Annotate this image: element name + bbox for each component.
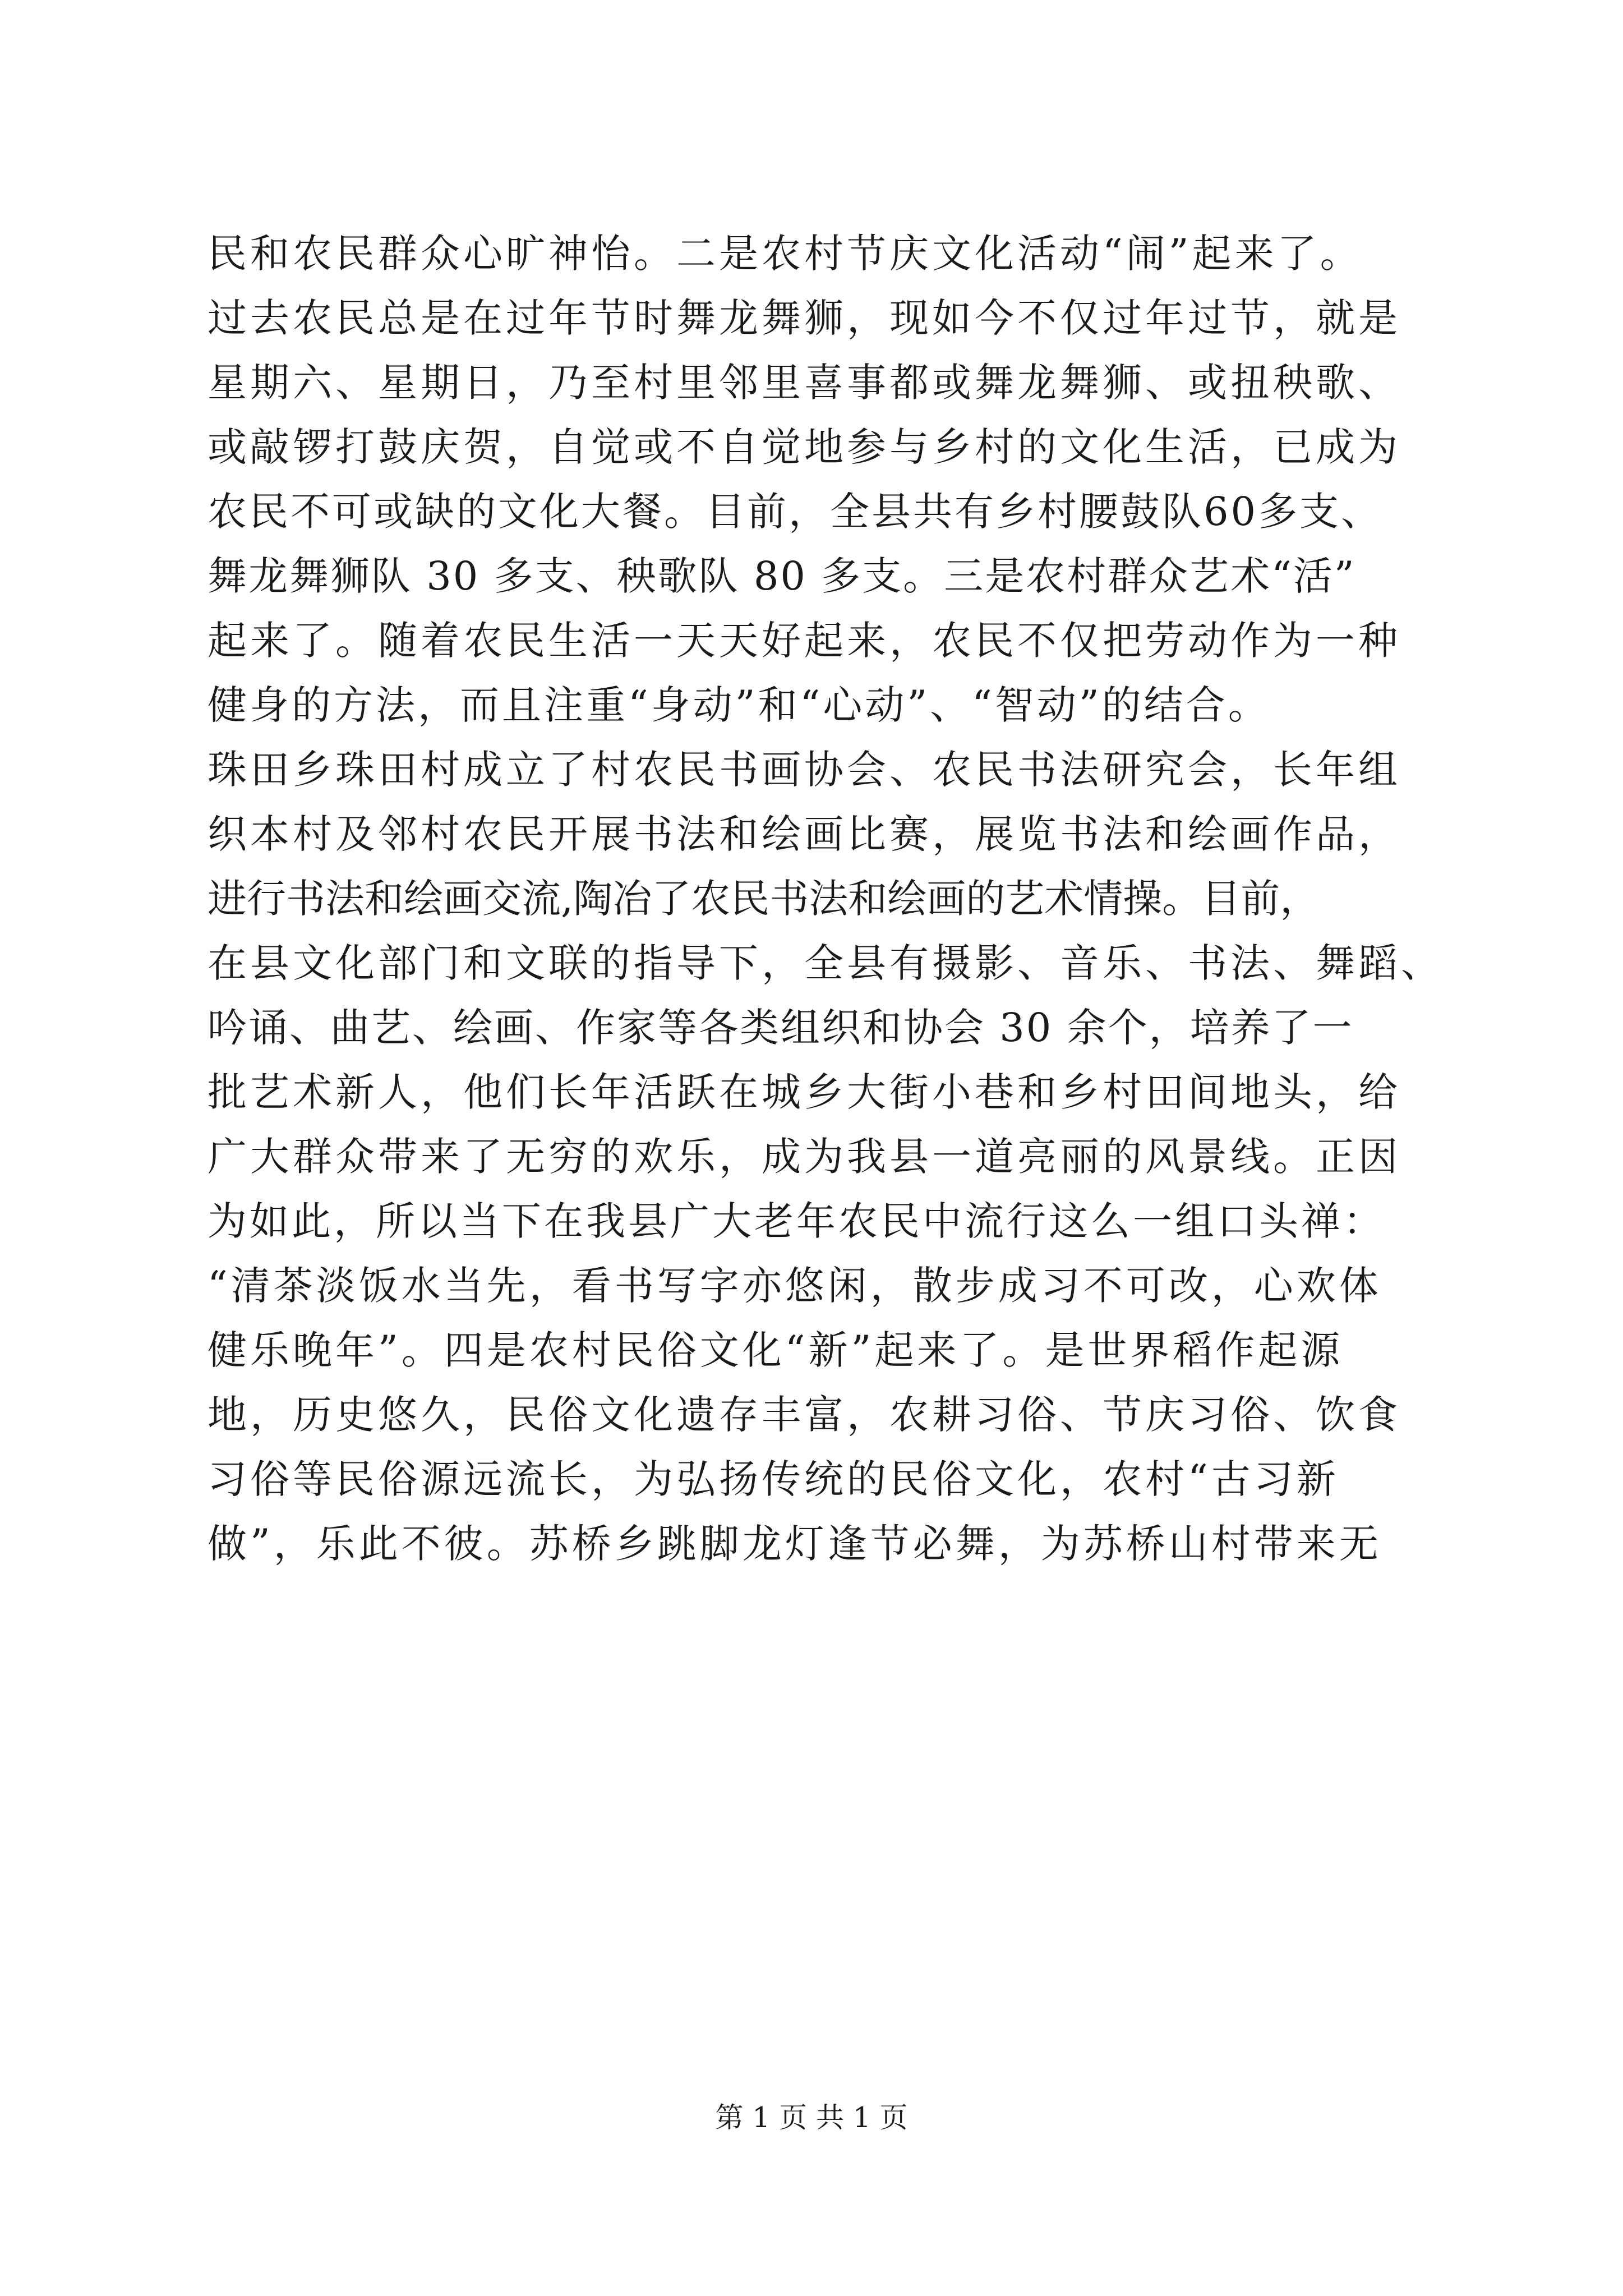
text-line: 过去农民总是在过年节时舞龙舞狮，现如今不仅过年过节，就是 (208, 295, 1401, 341)
text-line: 习俗等民俗源远流长，为弘扬传统的民俗文化，农村“古习新 (208, 1456, 1339, 1502)
text-line: 或敲锣打鼓庆贺，自觉或不自觉地参与乡村的文化生活，已成为 (208, 424, 1401, 470)
text-line: 健身的方法，而且注重“身动”和“心动”、“智动”的结合。 (208, 682, 1270, 728)
text-line: 星期六、星期日，乃至村里邻里喜事都或舞龙舞狮、或扭秧歌、 (208, 360, 1401, 406)
text-line: “清茶淡饭水当先，看书写字亦悠闲，散步成习不可改，心欢体 (208, 1263, 1382, 1309)
text-line: 起来了。随着农民生活一天天好起来，农民不仅把劳动作为一种 (208, 618, 1401, 664)
text-line: 民和农民群众心旷神怡。二是农村节庆文化活动“闹”起来了。 (208, 231, 1363, 277)
text-line: 做”，乐此不彼。苏桥乡跳脚龙灯逢节必舞，为苏桥山村带来无 (208, 1521, 1382, 1567)
text-line: 吟诵、曲艺、绘画、作家等各类组织和协会 30 余个，培养了一 (208, 1005, 1354, 1051)
text-line: 批艺术新人，他们长年活跃在城乡大街小巷和乡村田间地头，给 (208, 1069, 1401, 1115)
body-text (208, 222, 1444, 1576)
text-line: 珠田乡珠田村成立了村农民书画协会、农民书法研究会，长年组 (208, 747, 1401, 793)
text-line: 农民不可或缺的文化大餐。目前，全县共有乡村腰鼓队60多支、 (208, 489, 1383, 535)
text-line: 为如此，所以当下在我县广大老年农民中流行这么一组口头禅： (208, 1198, 1385, 1244)
page-footer: 第 1 页 共 1 页 (715, 2101, 908, 2134)
text-line: 舞龙舞狮队 30 多支、秧歌队 80 多支。三是农村群众艺术“活” (208, 553, 1356, 599)
text-line: 在县文化部门和文联的指导下，全县有摄影、音乐、书法、舞蹈、 (208, 940, 1444, 986)
text-line: 进行书法和绘画交流,陶冶了农民书法和绘画的艺术情操。目前， (208, 876, 1320, 922)
text-line: 织本村及邻村农民开展书法和绘画比赛，展览书法和绘画作品， (208, 811, 1401, 857)
text-line: 地，历史悠久，民俗文化遗存丰富，农耕习俗、节庆习俗、饮食 (208, 1392, 1401, 1438)
text-line: 广大群众带来了无穷的欢乐，成为我县一道亮丽的风景线。正因 (208, 1134, 1401, 1180)
text-line: 健乐晚年”。四是农村民俗文化“新”起来了。是世界稻作起源 (208, 1327, 1344, 1373)
